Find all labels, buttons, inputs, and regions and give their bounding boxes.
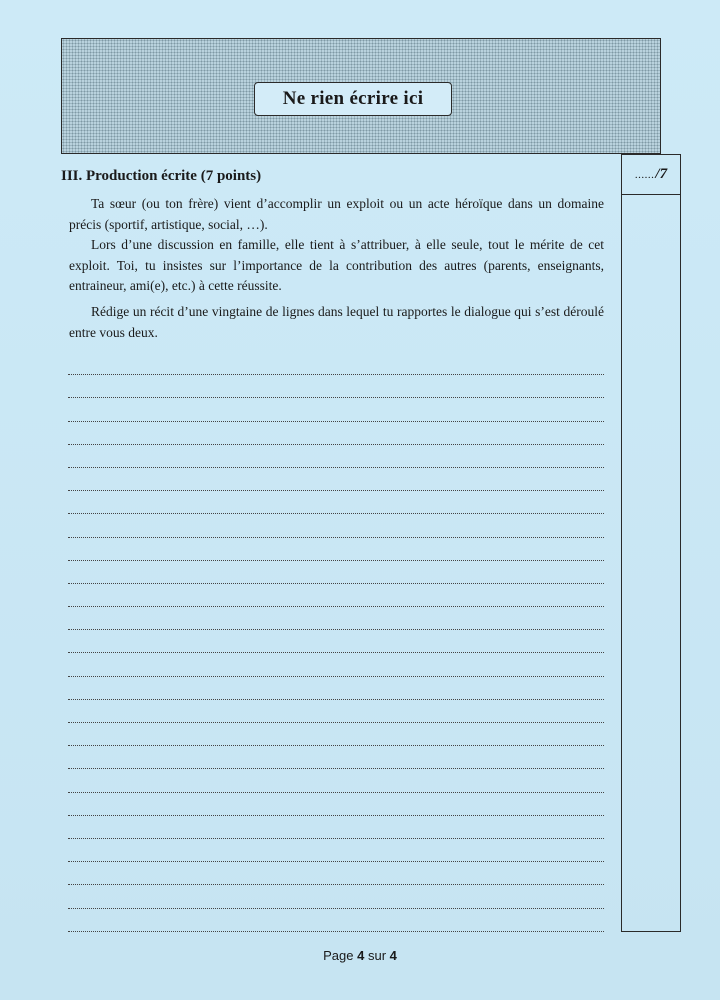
answer-line[interactable] bbox=[68, 445, 604, 468]
answer-line[interactable] bbox=[68, 885, 604, 908]
answer-line[interactable] bbox=[68, 746, 604, 769]
answer-line[interactable] bbox=[68, 468, 604, 491]
answer-line[interactable] bbox=[68, 352, 604, 375]
prompt-paragraph-1: Ta sœur (ou ton frère) vient d’accomplir un exploit ou un acte héroïque dans un domaine précis (sportif, artistique, social, …). bbox=[69, 196, 604, 232]
answer-line[interactable] bbox=[68, 839, 604, 862]
answer-line[interactable] bbox=[68, 909, 604, 932]
answer-line[interactable] bbox=[68, 514, 604, 537]
answer-line[interactable] bbox=[68, 653, 604, 676]
answer-line[interactable] bbox=[68, 677, 604, 700]
answer-line[interactable] bbox=[68, 584, 604, 607]
page-footer bbox=[0, 948, 720, 963]
answer-line[interactable] bbox=[68, 398, 604, 421]
answer-line[interactable] bbox=[68, 607, 604, 630]
answer-line[interactable] bbox=[68, 700, 604, 723]
answer-line[interactable] bbox=[68, 375, 604, 398]
footer-total-pages: 4 bbox=[389, 948, 397, 963]
answer-line[interactable] bbox=[68, 630, 604, 653]
prompt-paragraph-2: Lors d’une discussion en famille, elle tient à s’attribuer, à elle seule, tout le mérite de cet exploit. Toi, tu insistes sur l’importance de la contribution des autres (parents, enseignants, entraineur, ami(e), etc.) à cette réussite. bbox=[69, 237, 604, 293]
answer-line[interactable] bbox=[68, 538, 604, 561]
score-column bbox=[621, 154, 681, 932]
answer-line[interactable] bbox=[68, 816, 604, 839]
answer-lines[interactable] bbox=[68, 352, 604, 932]
no-write-label: Ne rien écrire ici bbox=[282, 88, 424, 109]
footer-prefix: Page bbox=[323, 948, 354, 963]
footer-middle: sur bbox=[367, 948, 387, 963]
answer-line[interactable] bbox=[68, 422, 604, 445]
prompt-paragraph-3: Rédige un récit d’une vingtaine de lignes dans lequel tu rapportes le dialogue qui s’est déroulé entre vous deux. bbox=[69, 304, 604, 340]
answer-line[interactable] bbox=[68, 862, 604, 885]
section-title: III. Production écrite (7 points) bbox=[61, 168, 262, 184]
answer-line[interactable] bbox=[68, 793, 604, 816]
score-total: /7 bbox=[655, 166, 668, 182]
score-blank: ...... bbox=[634, 168, 655, 181]
answer-line[interactable] bbox=[68, 769, 604, 792]
score-box[interactable] bbox=[622, 155, 680, 195]
answer-line[interactable] bbox=[68, 561, 604, 584]
no-write-label-box bbox=[254, 82, 452, 116]
answer-line[interactable] bbox=[68, 491, 604, 514]
footer-current-page: 4 bbox=[357, 948, 365, 963]
answer-line[interactable] bbox=[68, 723, 604, 746]
writing-section bbox=[61, 154, 621, 932]
